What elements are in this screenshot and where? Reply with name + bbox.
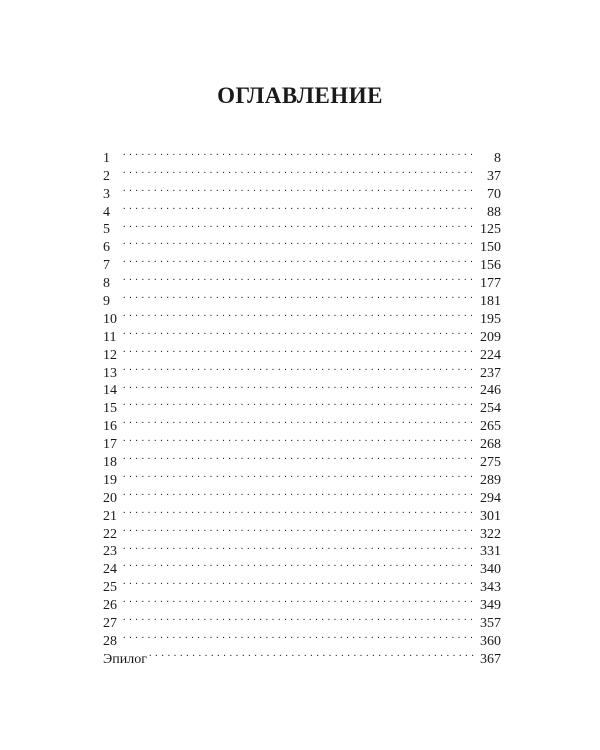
toc-entry-page-number: 357 <box>476 615 501 633</box>
dot-leader <box>123 502 476 520</box>
toc-entry-page-number: 88 <box>476 204 501 222</box>
toc-entry <box>103 269 501 292</box>
toc-entry <box>103 341 501 363</box>
dot-leader <box>123 484 476 502</box>
toc-entry-label: 26 <box>103 598 117 614</box>
toc-entry-label: Эпилог <box>103 651 147 667</box>
toc-entry <box>103 180 501 202</box>
toc-entry-label: 2 <box>103 168 110 184</box>
toc-entry-label: 7 <box>103 258 110 274</box>
dot-leader <box>123 162 476 180</box>
dot-leader <box>123 609 476 627</box>
table-of-contents <box>103 144 501 667</box>
toc-entry <box>103 538 501 560</box>
dot-leader <box>123 233 476 251</box>
toc-entry-page-number: 322 <box>476 526 501 544</box>
toc-entry <box>103 645 501 667</box>
dot-leader <box>149 645 476 663</box>
toc-entry-label: 28 <box>103 633 117 649</box>
dot-leader <box>123 216 476 234</box>
dot-leader <box>123 180 476 198</box>
toc-entry-page-number: 237 <box>476 365 501 383</box>
dot-leader <box>123 466 476 484</box>
toc-entry <box>103 448 501 471</box>
toc-entry-page-number: 181 <box>476 293 501 311</box>
toc-entry-label: 23 <box>103 544 117 560</box>
toc-entry <box>103 144 501 166</box>
dot-leader <box>123 448 476 466</box>
dot-leader <box>123 305 476 323</box>
toc-entry-page-number: 349 <box>476 597 501 615</box>
dot-leader <box>123 377 476 395</box>
toc-entry-page-number: 8 <box>476 150 501 168</box>
toc-entry-page-number: 156 <box>476 257 501 275</box>
dot-leader <box>123 520 476 538</box>
toc-entry-label: 11 <box>103 329 117 345</box>
toc-entry-page-number: 209 <box>476 329 501 347</box>
toc-entry-label: 27 <box>103 616 117 632</box>
dot-leader <box>123 198 476 216</box>
toc-entry-page-number: 150 <box>476 239 501 257</box>
toc-entry-page-number: 265 <box>476 418 501 436</box>
toc-entry <box>103 466 501 488</box>
toc-entry-page-number: 125 <box>476 221 501 239</box>
toc-entry <box>103 430 501 453</box>
toc-entry <box>103 555 501 578</box>
toc-entry-label: 13 <box>103 365 117 381</box>
toc-entry-page-number: 289 <box>476 472 501 490</box>
toc-entry-label: 5 <box>103 222 110 238</box>
dot-leader <box>123 412 476 430</box>
toc-entry <box>103 394 501 417</box>
toc-entry <box>103 484 501 506</box>
dot-leader <box>123 287 476 305</box>
toc-entry <box>103 377 501 399</box>
toc-entry-label: 10 <box>103 311 117 327</box>
toc-entry-page-number: 343 <box>476 579 501 597</box>
dot-leader <box>123 430 476 448</box>
toc-entry-page-number: 246 <box>476 382 501 400</box>
toc-entry-label: 8 <box>103 276 110 292</box>
toc-entry-page-number: 340 <box>476 561 501 579</box>
toc-entry <box>103 627 501 649</box>
dot-leader <box>123 323 476 341</box>
dot-leader <box>123 144 476 162</box>
toc-entry-page-number: 70 <box>476 186 501 204</box>
dot-leader <box>123 573 476 591</box>
toc-entry-page-number: 275 <box>476 454 501 472</box>
dot-leader <box>123 269 476 287</box>
toc-entry-page-number: 254 <box>476 400 501 418</box>
toc-entry <box>103 359 501 381</box>
toc-entry-page-number: 367 <box>476 651 501 669</box>
toc-entry <box>103 323 501 345</box>
toc-entry-label: 4 <box>103 204 110 220</box>
dot-leader <box>123 394 476 412</box>
toc-entry <box>103 251 501 274</box>
toc-entry <box>103 502 501 524</box>
toc-entry-page-number: 37 <box>476 168 501 186</box>
dot-leader <box>123 359 476 377</box>
toc-entry-label: 1 <box>103 150 110 166</box>
toc-entry <box>103 573 501 596</box>
toc-entry-label: 15 <box>103 401 117 417</box>
toc-entry <box>103 162 501 184</box>
dot-leader <box>123 555 476 573</box>
toc-entry-label: 9 <box>103 294 110 310</box>
toc-entry-page-number: 224 <box>476 347 501 365</box>
toc-entry-label: 3 <box>103 186 110 202</box>
dot-leader <box>123 627 476 645</box>
toc-entry-label: 12 <box>103 347 117 363</box>
toc-entry <box>103 233 501 256</box>
toc-entry <box>103 412 501 435</box>
toc-entry-page-number: 301 <box>476 508 501 526</box>
toc-entry-label: 20 <box>103 490 117 506</box>
toc-entry-label: 14 <box>103 383 117 399</box>
toc-entry-label: 21 <box>103 508 117 524</box>
dot-leader <box>123 251 476 269</box>
toc-entry-page-number: 195 <box>476 311 501 329</box>
toc-entry-page-number: 268 <box>476 436 501 454</box>
toc-entry-page-number: 177 <box>476 275 501 293</box>
toc-entry-label: 6 <box>103 240 110 256</box>
toc-entry <box>103 198 501 220</box>
toc-entry <box>103 305 501 327</box>
dot-leader <box>123 538 476 556</box>
toc-entry <box>103 591 501 614</box>
dot-leader <box>123 591 476 609</box>
toc-entry <box>103 609 501 632</box>
dot-leader <box>123 341 476 359</box>
toc-entry-label: 17 <box>103 437 117 453</box>
toc-entry-label: 18 <box>103 455 117 471</box>
page-title: ОГЛАВЛЕНИЕ <box>217 83 383 108</box>
toc-entry-label: 25 <box>103 580 117 596</box>
toc-entry <box>103 287 501 310</box>
toc-entry-label: 22 <box>103 526 117 542</box>
toc-entry-label: 16 <box>103 419 117 435</box>
toc-entry-page-number: 331 <box>476 543 501 561</box>
toc-entry-label: 19 <box>103 472 117 488</box>
toc-entry <box>103 216 501 238</box>
toc-entry-page-number: 360 <box>476 633 501 651</box>
toc-entry <box>103 520 501 542</box>
toc-entry-page-number: 294 <box>476 490 501 508</box>
toc-entry-label: 24 <box>103 562 117 578</box>
